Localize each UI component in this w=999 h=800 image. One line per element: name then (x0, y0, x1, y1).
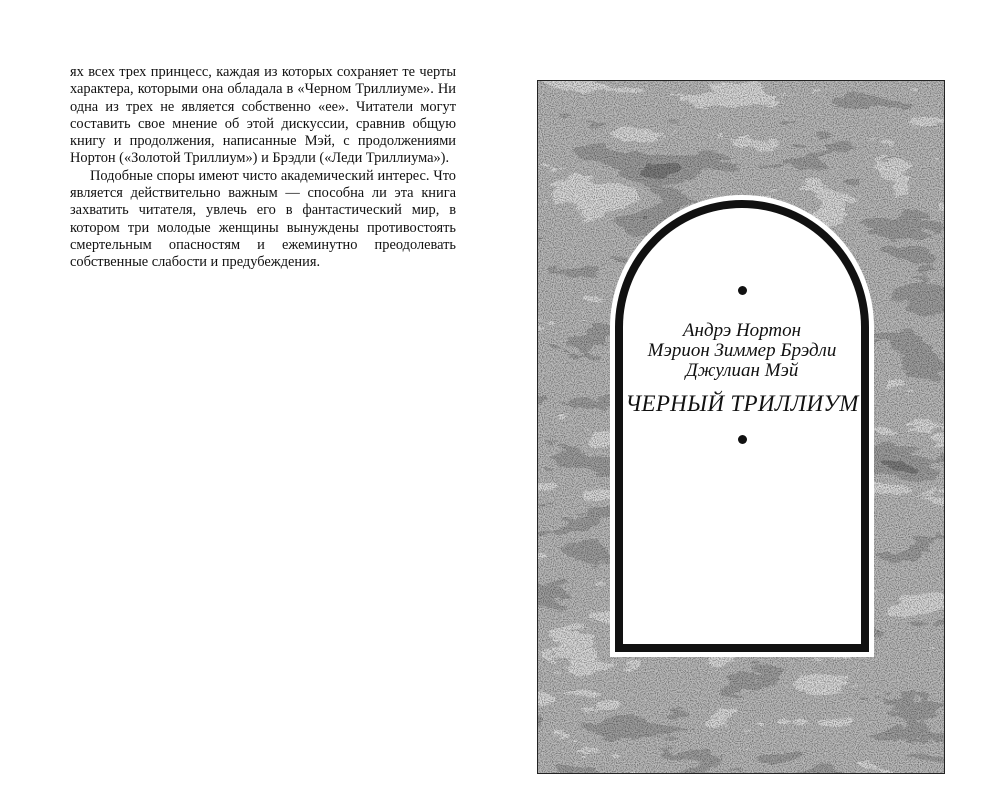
author-name: Джулиан Мэй (685, 360, 799, 381)
paragraph-1: ях всех трех принцесс, каждая из которых сохраняет те черты характера, которыми она обладала в «Черном Триллиуме». Ни одна из трех не является собственно «ее». Читатели могут составить свое мнение об этой дискуссии, сравнив общую книгу и продолжения, написанные Мэй, с продолжениями Нортон («Золотой Триллиум») и Брэдли («Леди Триллиума»). (70, 64, 456, 167)
paragraph-2: Подобные споры имеют чисто академический интерес. Что является действительно важным — способна ли эта книга захватить читателя, увлечь его в фантастический мир, в котором три молодые женщины вынуждены противостоять смертельным опасностям и ежеминутно преодолевать собственные слабости и предубеждения. (70, 167, 456, 271)
left-page-text (70, 64, 456, 272)
author-name: Андрэ Нортон (682, 320, 802, 341)
book-cover (537, 80, 945, 774)
arch-frame (610, 195, 874, 657)
book-title: ЧЕРНЫЙ ТРИЛЛИУМ (625, 391, 859, 416)
ornament-dot-top (738, 286, 747, 295)
arch-panel (623, 208, 861, 644)
ornament-dot-bottom (738, 435, 747, 444)
author-name: Мэрион Зиммер Брэдли (647, 340, 837, 361)
